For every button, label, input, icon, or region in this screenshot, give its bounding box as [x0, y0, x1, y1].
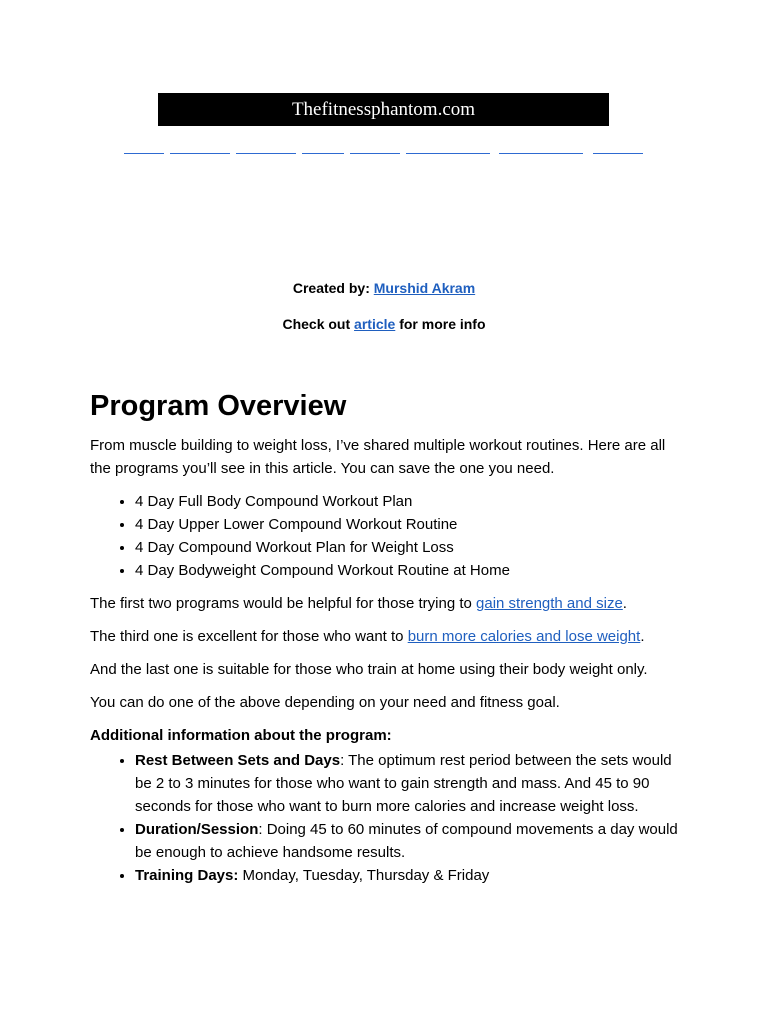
author-link[interactable]: Murshid Akram	[373, 280, 476, 296]
duration-label: Duration/Session	[135, 821, 259, 838]
gain-strength-link[interactable]: gain strength and size	[476, 595, 623, 612]
nav-link-1[interactable]	[124, 141, 164, 154]
burn-calories-link[interactable]: burn more calories and lose weight	[407, 628, 641, 645]
training-days-text: Monday, Tuesday, Thursday & Friday	[238, 867, 490, 884]
choice-paragraph: You can do one of the above depending on your need and fitness goal.	[90, 694, 560, 711]
main-content	[90, 384, 690, 897]
nav-link-6[interactable]	[406, 141, 490, 154]
list-item: • 4 Day Upper Lower Compound Workout Routine	[135, 513, 690, 536]
home-paragraph: And the last one is suitable for those who train at home using their body weight only.	[90, 661, 648, 678]
strength-text: The first two programs would be helpful for those trying to	[90, 595, 472, 612]
nav-link-3[interactable]	[236, 141, 296, 154]
list-item: • 4 Day Full Body Compound Workout Plan	[135, 490, 690, 513]
nav-link-4[interactable]	[302, 141, 344, 154]
nav-link-8[interactable]	[593, 141, 643, 154]
list-item	[135, 818, 690, 864]
intro-paragraph: From muscle building to weight loss, I’ve shared multiple workout routines. Here are all the programs you’ll see in this article. You can save the one you need.	[90, 437, 666, 477]
rest-text: : The optimum rest period between the sets would be 2 to 3 minutes for those who want to gain strength and mass. And 45 to 90 seconds for those who want to burn more calories and increase weight loss.	[135, 752, 672, 815]
nav-links	[124, 141, 644, 155]
strength-paragraph	[90, 592, 690, 615]
additional-info-heading: Additional information about the program:	[90, 727, 392, 744]
list-item	[135, 864, 690, 887]
list-item: • 4 Day Compound Workout Plan for Weight Loss	[135, 536, 690, 559]
article-link[interactable]: article	[354, 316, 396, 332]
strength-period: .	[622, 595, 627, 612]
weight-loss-paragraph	[90, 625, 690, 648]
weight-loss-text: The third one is excellent for those who want to	[90, 628, 404, 645]
created-by-label: Created by:	[292, 280, 370, 296]
page-title: Program Overview	[90, 390, 347, 422]
check-out-prefix: Check out	[282, 316, 351, 332]
created-by-line	[0, 280, 768, 296]
list-item	[135, 749, 690, 818]
list-item: • 4 Day Bodyweight Compound Workout Routine at Home	[135, 559, 690, 582]
check-out-line	[0, 316, 768, 332]
check-out-suffix: for more info	[399, 316, 486, 332]
nav-link-2[interactable]	[170, 141, 230, 154]
rest-label: Rest Between Sets and Days	[135, 752, 341, 769]
site-banner: Thefitnessphantom.com	[158, 93, 609, 126]
program-list	[90, 490, 690, 582]
weight-loss-period: .	[640, 628, 645, 645]
additional-info-list	[90, 749, 690, 887]
nav-link-7[interactable]	[499, 141, 583, 154]
nav-link-5[interactable]	[350, 141, 400, 154]
training-days-label: Training Days:	[135, 867, 239, 884]
duration-text: : Doing 45 to 60 minutes of compound movements a day would be enough to achieve handsome results.	[135, 821, 678, 861]
